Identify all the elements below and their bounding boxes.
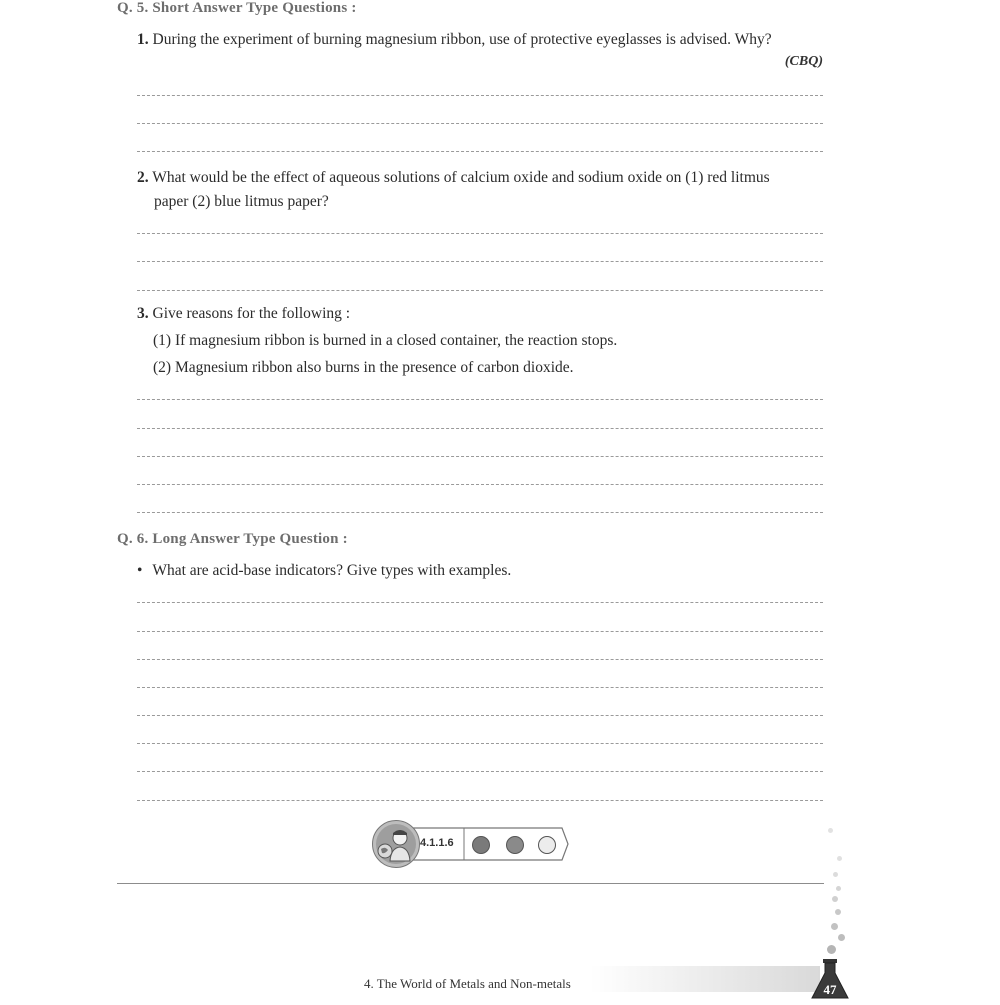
question-2-number: 2. <box>137 169 149 186</box>
bubble-decoration <box>827 945 836 954</box>
answer-line[interactable] <box>137 602 823 603</box>
answer-line[interactable] <box>137 428 823 429</box>
bubble-decoration <box>836 886 841 891</box>
question-3 <box>137 302 350 326</box>
answer-line[interactable] <box>137 290 823 291</box>
footer-band <box>590 966 820 992</box>
cbq-tag: (CBQ) <box>784 54 823 69</box>
answer-line[interactable] <box>137 151 823 152</box>
answer-line[interactable] <box>137 233 823 234</box>
learning-outcome-badge <box>372 820 572 868</box>
bubble-decoration <box>828 828 833 833</box>
rating-dot-filled <box>472 836 490 854</box>
q5-heading: Q. 5. Short Answer Type Questions : <box>117 0 357 16</box>
question-3-sub-1: (1) If magnesium ribbon is burned in a closed container, the reaction stops. <box>153 332 618 349</box>
question-1 <box>137 28 827 52</box>
bubble-decoration <box>832 896 838 902</box>
bubble-decoration <box>835 909 841 915</box>
answer-line[interactable] <box>137 484 823 485</box>
question-3-number: 3. <box>137 305 149 322</box>
bubble-decoration <box>838 934 845 941</box>
question-1-text: During the experiment of burning magnesium ribbon, use of protective eyeglasses is advised. Why? <box>152 31 772 48</box>
footer-chapter: 4. The World of Metals and Non-metals <box>364 976 571 991</box>
answer-line[interactable] <box>137 631 823 632</box>
rating-dot-empty <box>538 836 556 854</box>
answer-line[interactable] <box>137 715 823 716</box>
answer-line[interactable] <box>137 399 823 400</box>
question-1-number: 1. <box>137 31 149 48</box>
bubble-decoration <box>833 872 838 877</box>
q6-question <box>137 559 511 583</box>
answer-line[interactable] <box>137 800 823 801</box>
flask-icon <box>808 958 852 1000</box>
bubble-decoration <box>837 856 842 861</box>
answer-line[interactable] <box>137 659 823 660</box>
page-number: 47 <box>823 982 837 997</box>
answer-line[interactable] <box>137 743 823 744</box>
rating-dot-filled <box>506 836 524 854</box>
footer-rule <box>117 883 824 884</box>
student-globe-icon <box>372 820 420 868</box>
q6-question-text: What are acid-base indicators? Give types with examples. <box>152 562 512 579</box>
question-3-text: Give reasons for the following : <box>152 305 351 322</box>
answer-line[interactable] <box>137 95 823 96</box>
badge-code: 4.1.1.6 <box>420 837 454 849</box>
question-2-text-line1: What would be the effect of aqueous solutions of calcium oxide and sodium oxide on (1) red litmus <box>152 169 770 186</box>
answer-line[interactable] <box>137 261 823 262</box>
q6-heading: Q. 6. Long Answer Type Question : <box>117 531 348 547</box>
answer-line[interactable] <box>137 456 823 457</box>
question-3-sub-2: (2) Magnesium ribbon also burns in the presence of carbon dioxide. <box>153 359 574 376</box>
question-2 <box>137 166 827 190</box>
bubble-decoration <box>831 923 838 930</box>
answer-line[interactable] <box>137 123 823 124</box>
answer-line[interactable] <box>137 512 823 513</box>
bullet-icon: • <box>137 562 143 579</box>
answer-line[interactable] <box>137 771 823 772</box>
question-2-line2: paper (2) blue litmus paper? <box>154 193 329 210</box>
answer-line[interactable] <box>137 687 823 688</box>
